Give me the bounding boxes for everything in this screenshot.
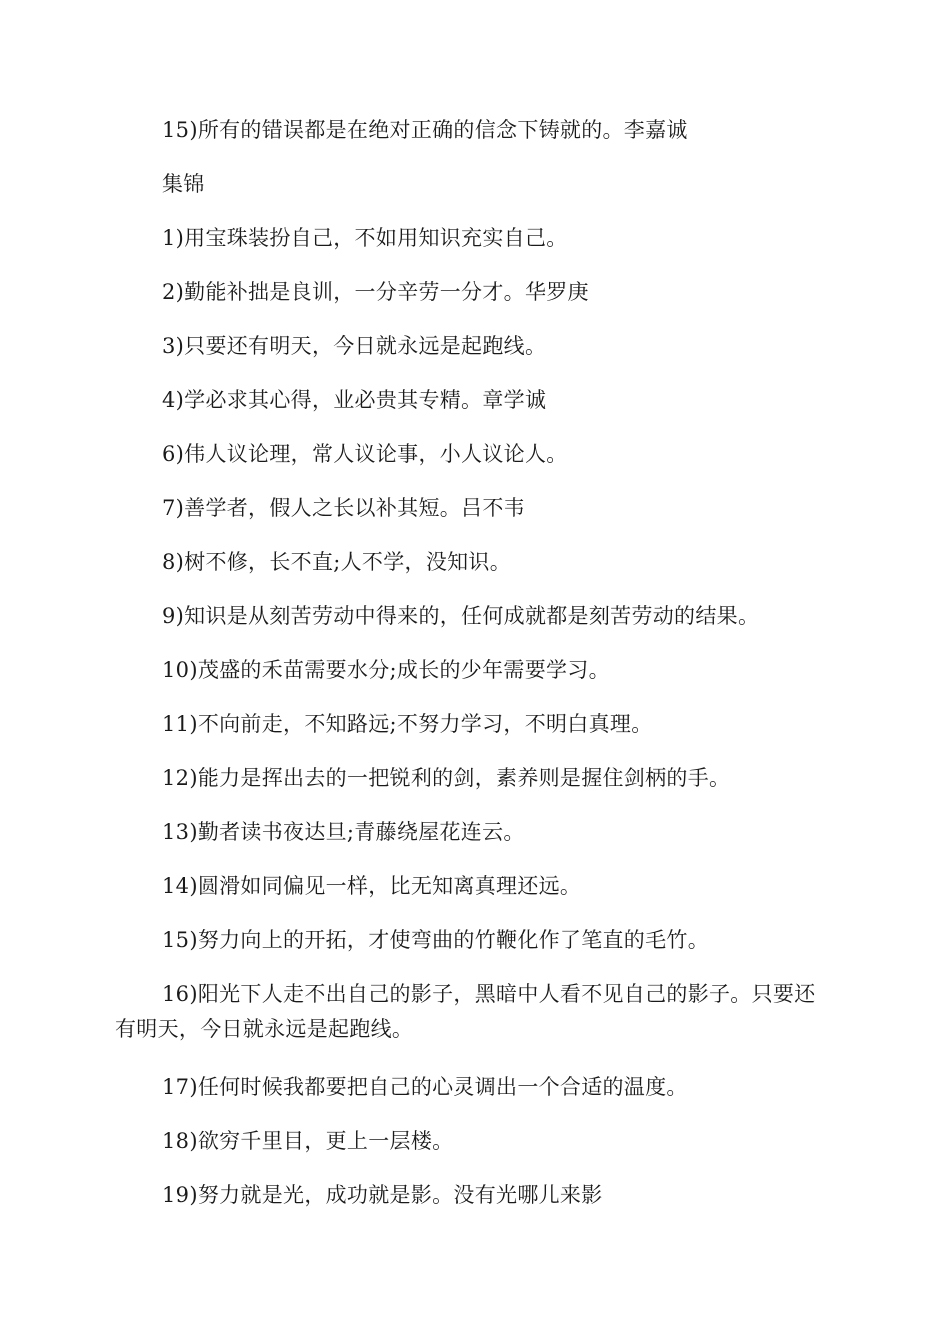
quote-line: 12)能力是挥出去的一把锐利的剑，素养则是握住剑柄的手。 bbox=[162, 766, 731, 790]
section-heading: 集锦 bbox=[162, 172, 205, 196]
quote-line: 18)欲穷千里目，更上一层楼。 bbox=[162, 1129, 454, 1153]
quote-paragraph: 16)阳光下人走不出自己的影子，黑暗中人看不见自己的影子。只要还有明天，今日就永远是起跑线。 bbox=[115, 982, 816, 1041]
quote-line: 7)善学者，假人之长以补其短。吕不韦 bbox=[162, 496, 525, 520]
quote-line: 2)勤能补拙是良训，一分辛劳一分才。华罗庚 bbox=[162, 280, 589, 304]
quote-line: 6)伟人议论理，常人议论事，小人议论人。 bbox=[162, 442, 568, 466]
quote-line: 3)只要还有明天，今日就永远是起跑线。 bbox=[162, 334, 547, 358]
quote-line: 8)树不修，长不直;人不学，没知识。 bbox=[162, 550, 512, 574]
quote-line: 13)勤者读书夜达旦;青藤绕屋花连云。 bbox=[162, 820, 525, 844]
quote-line: 10)茂盛的禾苗需要水分;成长的少年需要学习。 bbox=[162, 658, 610, 682]
quote-line: 1)用宝珠装扮自己，不如用知识充实自己。 bbox=[162, 226, 568, 250]
quote-line: 17)任何时候我都要把自己的心灵调出一个合适的温度。 bbox=[162, 1075, 688, 1099]
quote-line: 15)所有的错误都是在绝对正确的信念下铸就的。李嘉诚 bbox=[162, 118, 688, 142]
quote-line: 11)不向前走，不知路远;不努力学习，不明白真理。 bbox=[162, 712, 653, 736]
quote-line: 14)圆滑如同偏见一样，比无知离真理还远。 bbox=[162, 874, 582, 898]
quote-line: 15)努力向上的开拓，才使弯曲的竹鞭化作了笔直的毛竹。 bbox=[162, 928, 710, 952]
quote-line: 19)努力就是光，成功就是影。没有光哪儿来影 bbox=[162, 1183, 603, 1207]
quote-line: 9)知识是从刻苦劳动中得来的，任何成就都是刻苦劳动的结果。 bbox=[162, 604, 760, 628]
quote-line: 4)学必求其心得，业必贵其专精。章学诚 bbox=[162, 388, 547, 412]
